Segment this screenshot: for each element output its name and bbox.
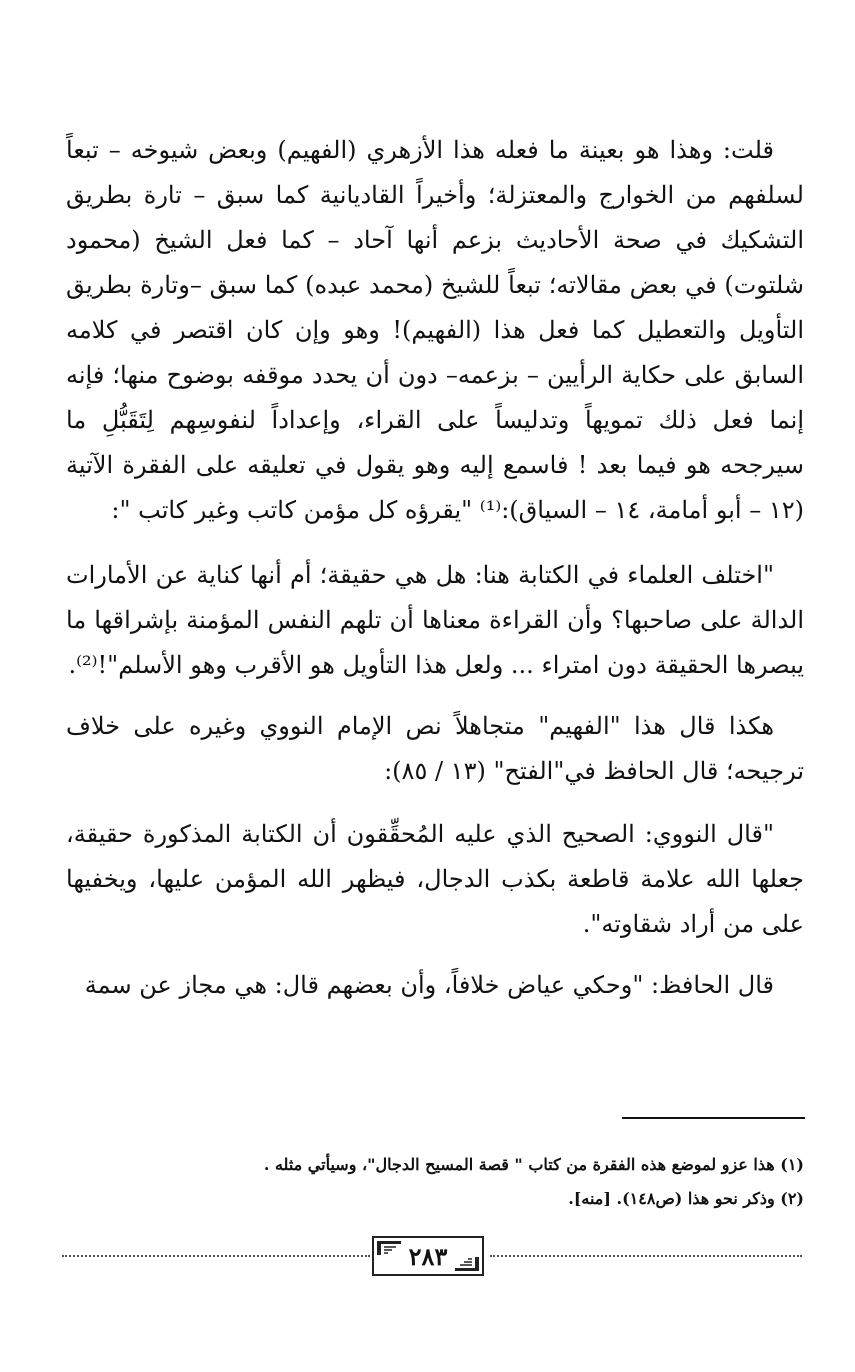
folio-dotted-line-right bbox=[490, 1255, 802, 1257]
footnotes bbox=[66, 1148, 804, 1216]
body-text bbox=[66, 128, 804, 1008]
footnote-2: (٢) وذكر نحو هذا (ص١٤٨). [منه]. bbox=[568, 1189, 804, 1208]
paragraph-1: قلت: وهذا هو بعينة ما فعله هذا الأزهري (الفهيم) وبعض شيوخه – تبعاً لسلفهم من الخوارج والمعتزلة؛ وأخيراً القاديانية كما سبق – تارة بطريق التشكيك في صحة الأحاديث بزعم أنها آحاد – كما فعل الشيخ (محمود شلتوت) في بعض مقالاته؛ تبعاً للشيخ (محمد عبده) كما سبق –وتارة بطريق التأويل والتعطيل كما فعل هذا (الفهيم)! وهو وإن كان اقتصر في كلامه السابق على حكاية الرأيين – بزعمه– دون أن يحدد موقفه بوضوح منها؛ فإنه إنما فعل ذلك تمويهاً وتدليساً على القراء، وإعداداً لنفوسِهم لِتَقَبُّلِ ما سيرجحه هو فيما بعد ! فاسمع إليه وهو يقول في تعليقه على الفقرة الآتية (١٢ – أبو أمامة، ١٤ – السياق):⁽¹⁾ "يقرؤه كل مؤمن كاتب وغير كاتب ": bbox=[66, 136, 805, 524]
footnote-divider bbox=[622, 1117, 805, 1119]
paragraph-4: "قال النووي: الصحيح الذي عليه المُحقِّقون أن الكتابة المذكورة حقيقة، جعلها الله علامة قاطعة بكذب الدجال، فيظهر الله المؤمن عليها، ويخفيها على من أراد شقاوته". bbox=[66, 820, 804, 938]
paragraph-3: هكذا قال هذا "الفهيم" متجاهلاً نص الإمام النووي وغيره على خلاف ترجيحه؛ قال الحافظ في"الفتح" (١٣ / ٨٥): bbox=[66, 712, 804, 785]
page-number-box bbox=[372, 1236, 484, 1276]
paragraph-2: "اختلف العلماء في الكتابة هنا: هل هي حقيقة؛ أم أنها كناية عن الأمارات الدالة على صاحبها؟ وأن القراءة معناها أن تلهم النفس المؤمنة بإشراقها ما يبصرها الحقيقة دون امتراء ... ولعل هذا التأويل هو الأقرب وهو الأسلم"!⁽²⁾. bbox=[66, 561, 804, 679]
folio-dotted-line-left bbox=[62, 1255, 370, 1257]
paragraph-5: قال الحافظ: "وحكي عياض خلافاً، وأن بعضهم قال: هي مجاز عن سمة bbox=[84, 971, 774, 999]
footnote-1: (١) هذا عزو لموضع هذه الفقرة من كتاب " قصة المسيح الدجال"، وسيأتي مثله . bbox=[263, 1155, 804, 1174]
page-number: ٢٨٣ bbox=[408, 1242, 448, 1271]
